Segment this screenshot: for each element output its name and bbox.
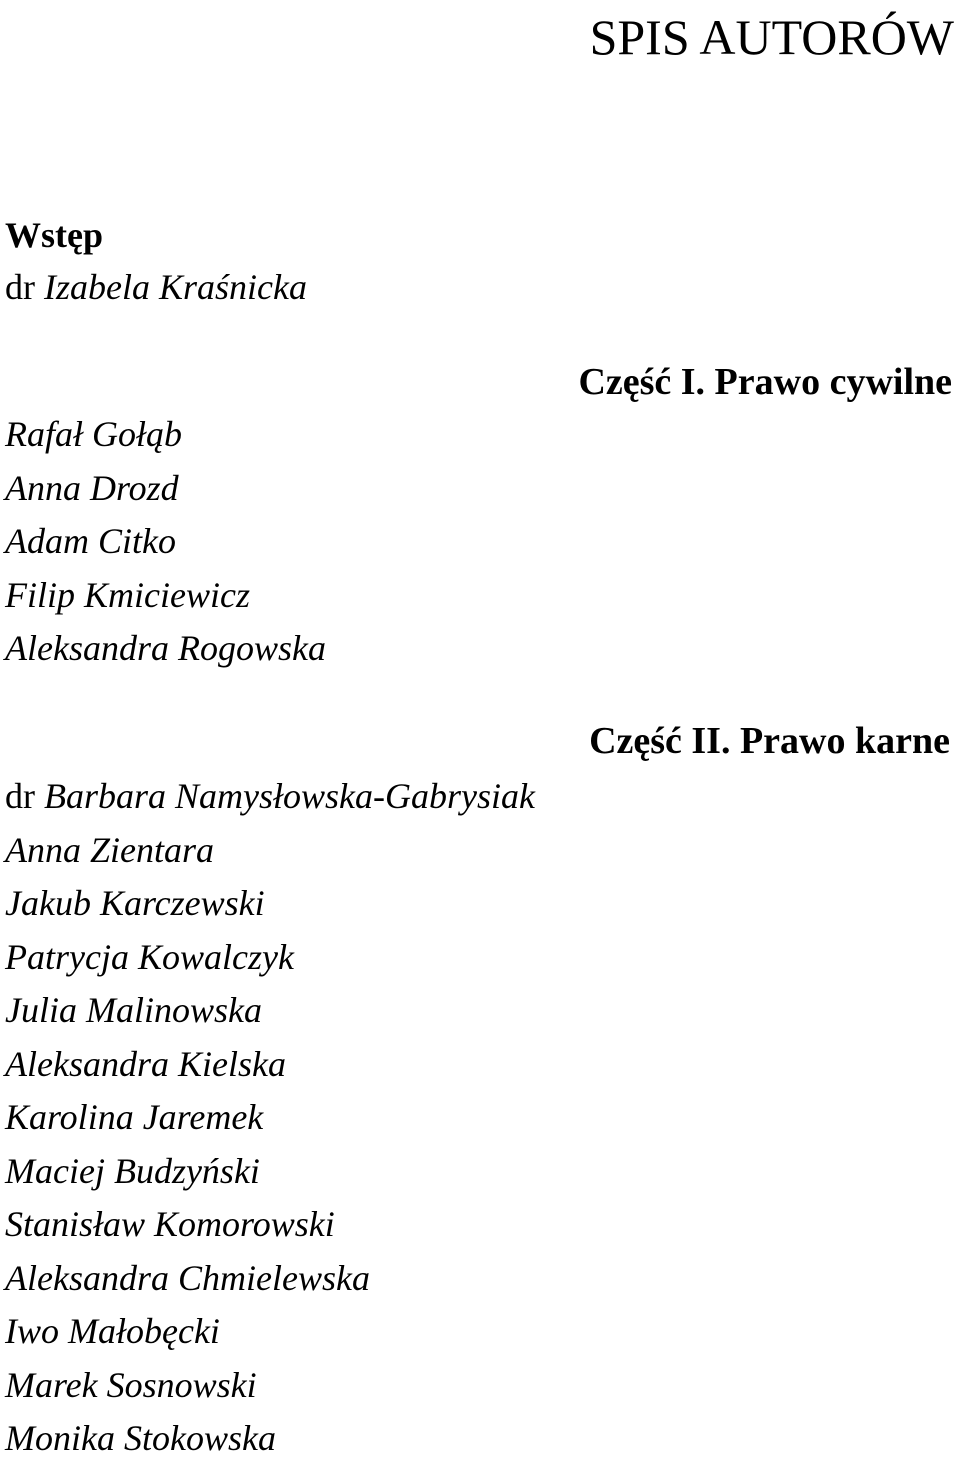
author-name: Maciej Budzyński xyxy=(5,1150,260,1191)
author-name: Aleksandra Rogowska xyxy=(5,628,326,668)
author-entry xyxy=(5,770,535,824)
page-title: SPIS AUTORÓW xyxy=(589,9,954,65)
author-entry xyxy=(5,261,307,315)
intro-heading: Wstęp xyxy=(5,215,103,255)
author-entry xyxy=(5,984,535,1038)
author-entry xyxy=(5,877,535,931)
author-name: Patrycja Kowalczyk xyxy=(5,936,294,977)
author-entry xyxy=(5,1412,535,1466)
part-2-author-list xyxy=(5,770,535,1466)
author-name: Jakub Karczewski xyxy=(5,883,265,923)
author-entry xyxy=(5,824,535,878)
author-name: Barbara Namysłowska-Gabrysiak xyxy=(44,776,535,816)
part-2-heading: Część II. Prawo karne xyxy=(589,720,950,762)
author-entry xyxy=(5,462,326,516)
author-entry xyxy=(5,515,326,569)
author-name: Filip Kmiciewicz xyxy=(5,574,250,615)
author-entry xyxy=(5,1198,535,1252)
author-entry xyxy=(5,408,326,462)
author-name: Anna Zientara xyxy=(5,829,215,870)
author-name: Marek Sosnowski xyxy=(5,1364,257,1405)
author-entry xyxy=(5,1252,535,1306)
author-name: Aleksandra Kielska xyxy=(5,1043,286,1084)
author-name: Rafał Gołąb xyxy=(5,414,182,454)
author-entry xyxy=(5,1145,535,1199)
author-name: Karolina Jaremek xyxy=(5,1097,264,1137)
intro-author-list xyxy=(5,261,307,315)
author-entry xyxy=(5,931,535,985)
author-entry xyxy=(5,1359,535,1413)
academic-title: dr xyxy=(5,267,35,307)
author-name: Julia Malinowska xyxy=(5,990,262,1030)
author-name: Anna Drozd xyxy=(5,467,179,508)
author-name: Stanisław Komorowski xyxy=(5,1204,335,1244)
author-name: Aleksandra Chmielewska xyxy=(5,1257,370,1298)
author-entry xyxy=(5,622,326,676)
author-name: Monika Stokowska xyxy=(5,1418,276,1458)
author-entry xyxy=(5,1305,535,1359)
author-entry xyxy=(5,569,326,623)
author-name: Izabela Kraśnicka xyxy=(44,267,307,307)
part-1-heading: Część I. Prawo cywilne xyxy=(578,361,952,403)
author-name: Iwo Małobęcki xyxy=(5,1311,220,1351)
academic-title: dr xyxy=(5,776,35,816)
author-entry xyxy=(5,1038,535,1092)
author-name: Adam Citko xyxy=(5,521,176,561)
part-1-author-list xyxy=(5,408,326,676)
author-entry xyxy=(5,1091,535,1145)
